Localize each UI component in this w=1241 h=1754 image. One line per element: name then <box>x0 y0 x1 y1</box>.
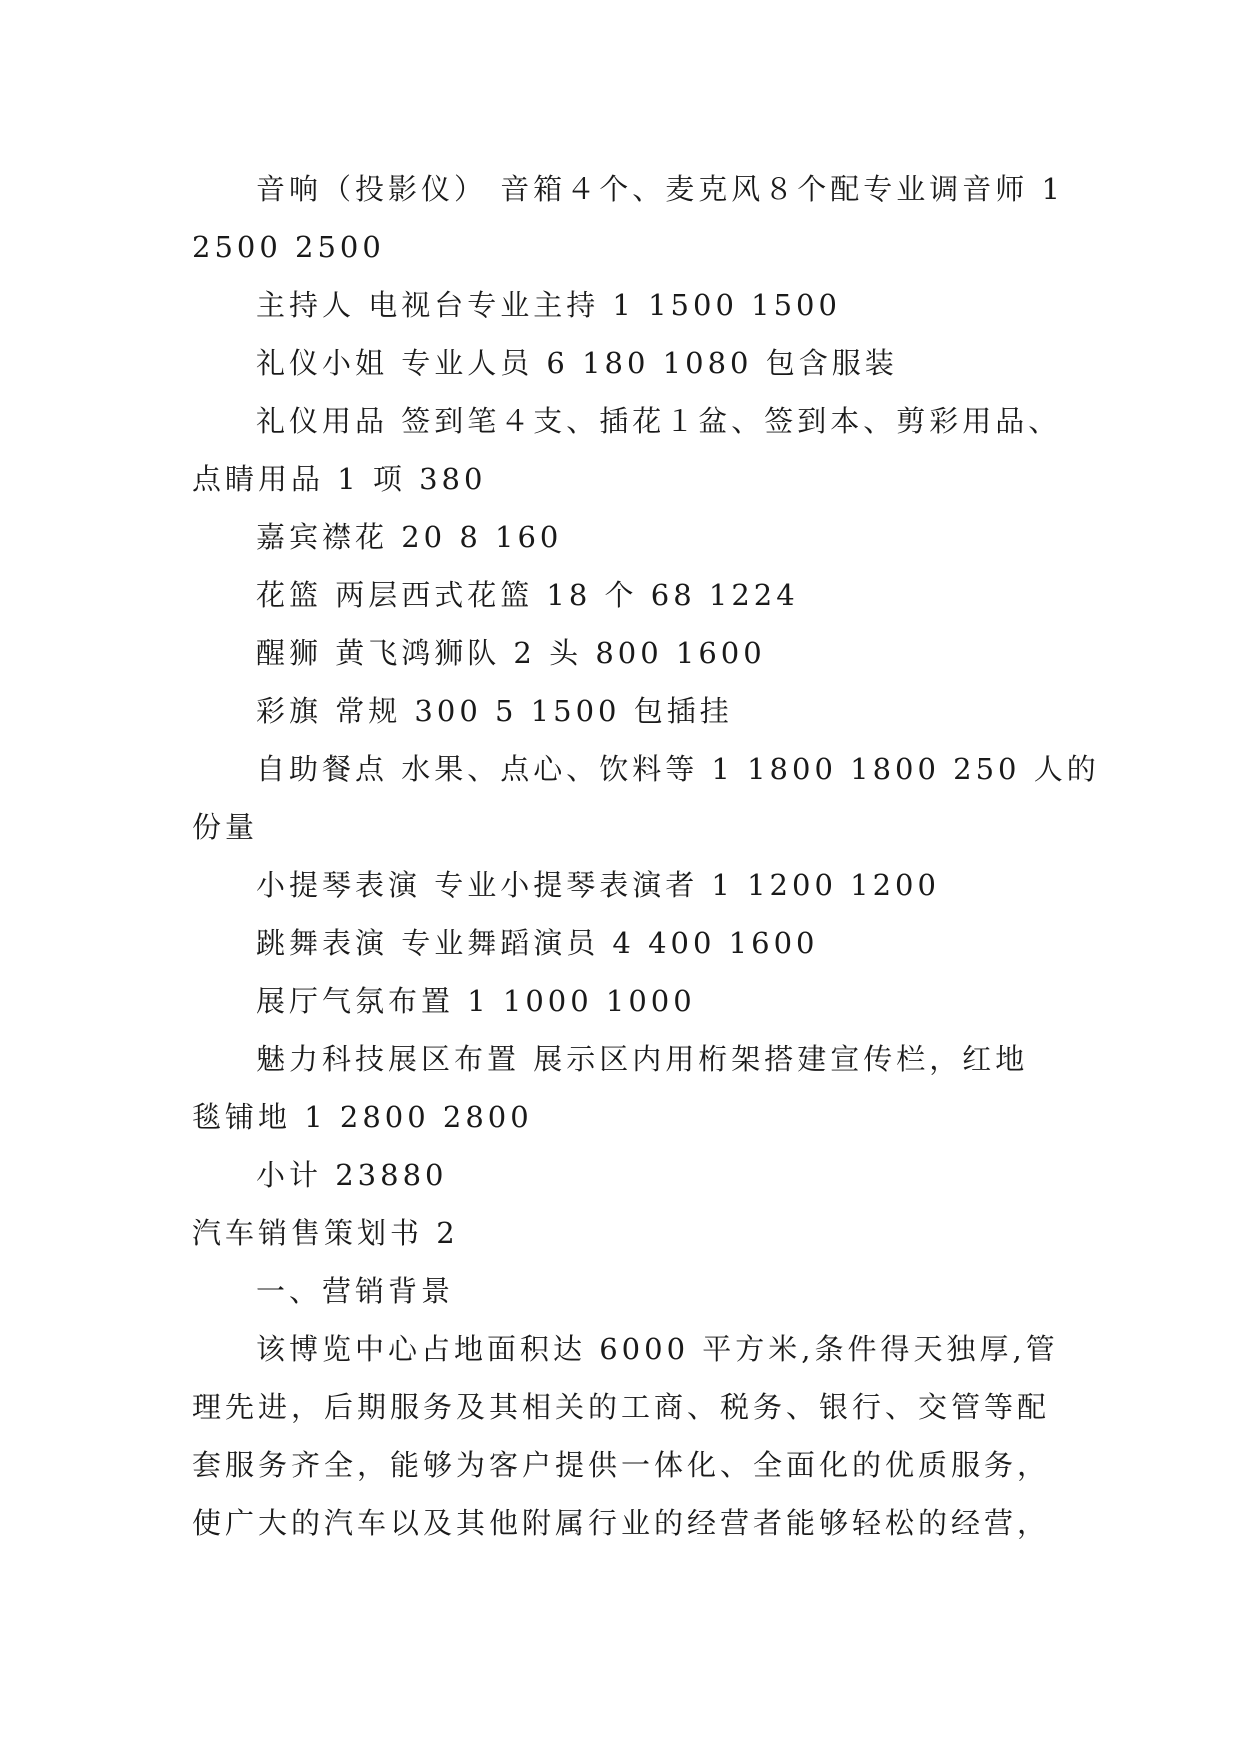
text-line: 该博览中心占地面积达 6000 平方米,条件得天独厚,管 <box>256 1332 1059 1366</box>
text-line: 小计 23880 <box>256 1158 448 1192</box>
text-line: 跳舞表演 专业舞蹈演员 4 400 1600 <box>256 926 819 960</box>
text-line: 使广大的汽车以及其他附属行业的经营者能够轻松的经营， <box>192 1506 1051 1540</box>
text-line: 小提琴表演 专业小提琴表演者 1 1200 1200 <box>256 868 940 902</box>
text-line: 毯铺地 1 2800 2800 <box>192 1100 533 1134</box>
text-line: 主持人 电视台专业主持 1 1500 1500 <box>256 288 841 322</box>
text-line: 魅力科技展区布置 展示区内用桁架搭建宣传栏，红地 <box>256 1042 1029 1076</box>
text-line: 礼仪用品 签到笔４支、插花１盆、签到本、剪彩用品、 <box>256 404 1062 438</box>
text-line: 彩旗 常规 300 5 1500 包插挂 <box>256 694 733 728</box>
text-line: 音响（投影仪） 音箱４个、麦克风８个配专业调音师 1 <box>256 172 1064 206</box>
document-body <box>192 160 1100 1552</box>
text-line: 汽车销售策划书 2 <box>192 1216 459 1250</box>
text-line: 花篮 两层西式花篮 18 个 68 1224 <box>256 578 799 612</box>
text-line: 一、营销背景 <box>256 1274 455 1308</box>
text-line: 套服务齐全，能够为客户提供一体化、全面化的优质服务， <box>192 1448 1051 1482</box>
text-line: 理先进，后期服务及其相关的工商、税务、银行、交管等配 <box>192 1390 1051 1424</box>
text-line: 点睛用品 1 项 380 <box>192 462 487 496</box>
text-line: 展厅气氛布置 1 1000 1000 <box>256 984 696 1018</box>
text-line: 自助餐点 水果、点心、饮料等 1 1800 1800 250 人的 <box>256 752 1100 786</box>
text-line: 嘉宾襟花 20 8 160 <box>256 520 563 554</box>
text-line: 礼仪小姐 专业人员 6 180 1080 包含服装 <box>256 346 898 380</box>
text-line: 2500 2500 <box>192 230 385 264</box>
text-line: 份量 <box>192 810 259 844</box>
text-line: 醒狮 黄飞鸿狮队 2 头 800 1600 <box>256 636 766 670</box>
